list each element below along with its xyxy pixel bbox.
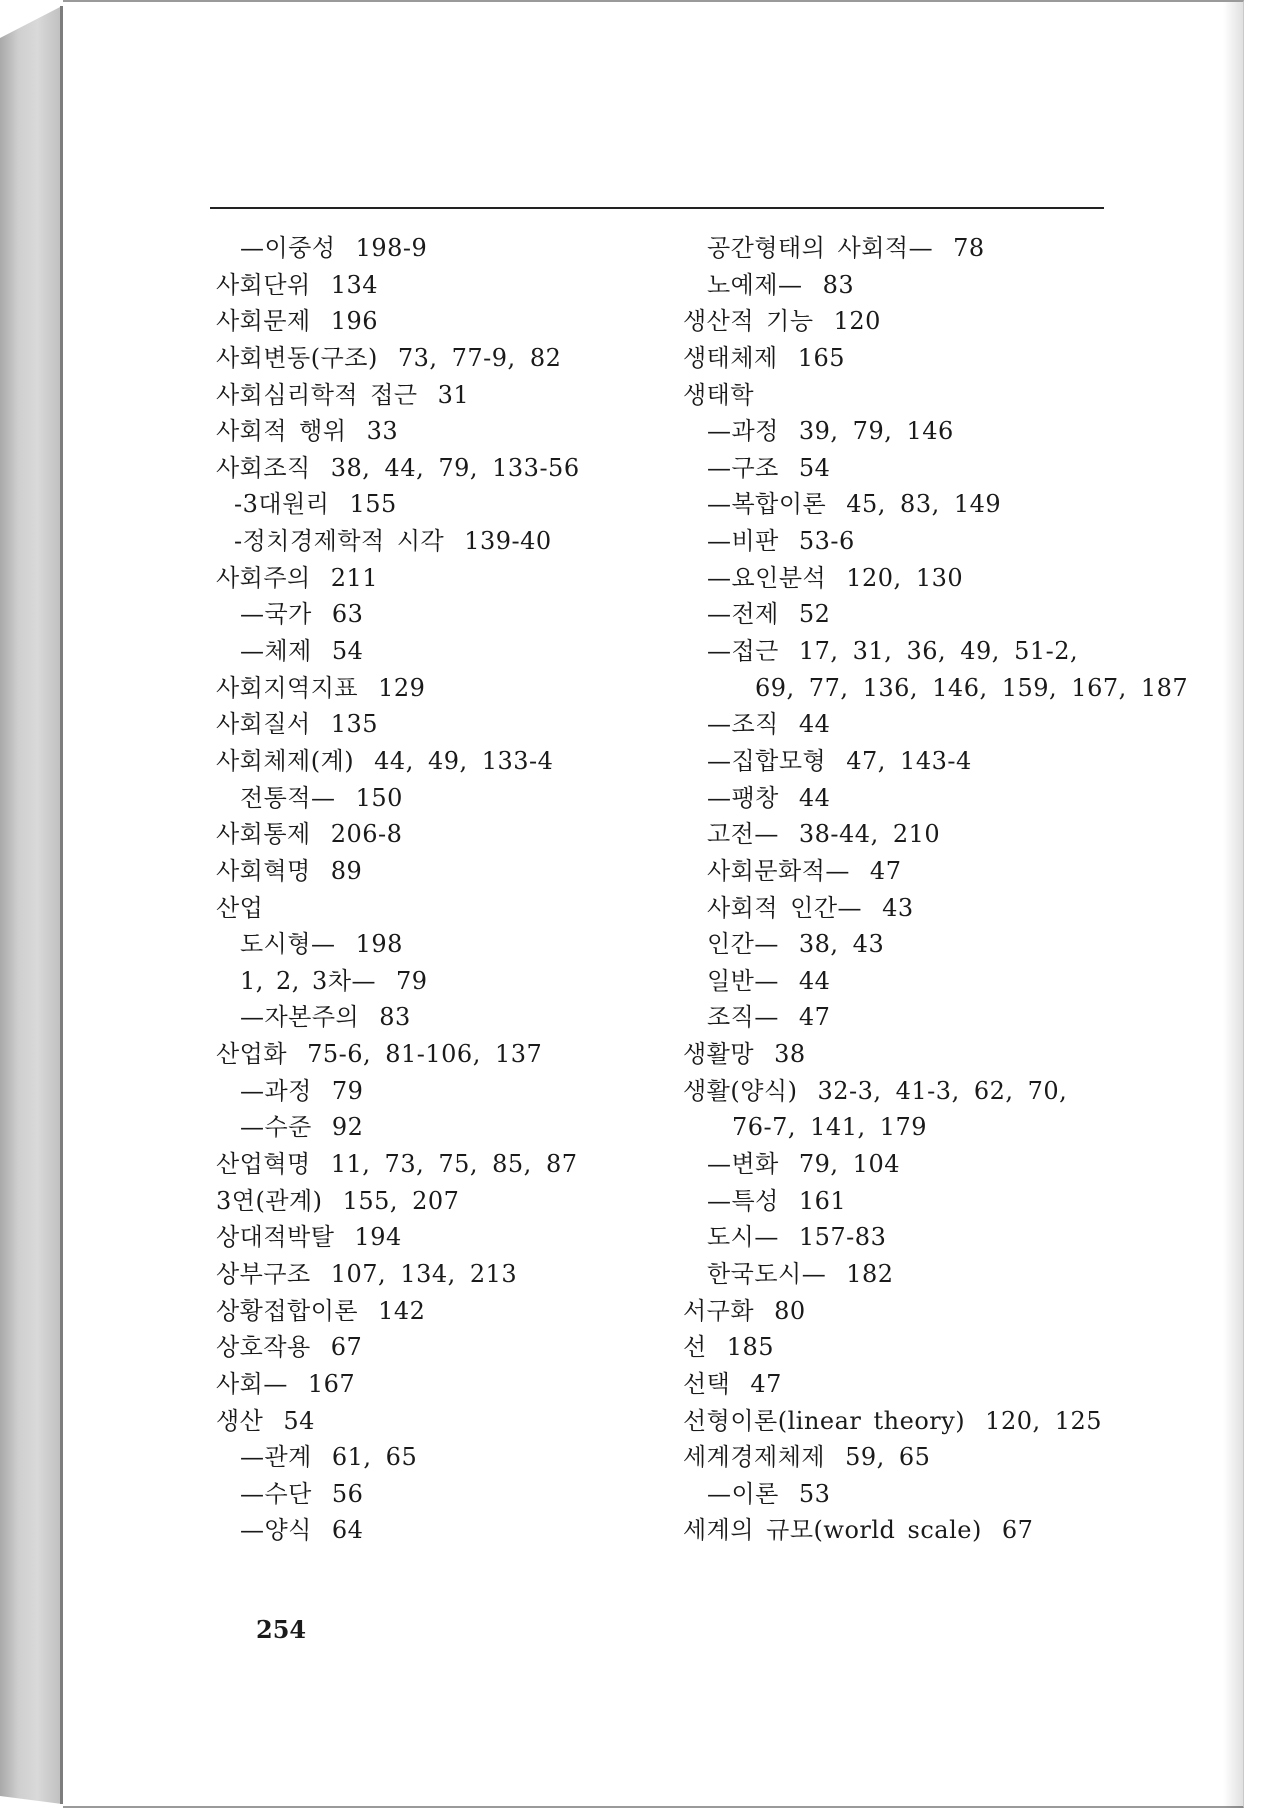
page-shadow bbox=[1223, 2, 1243, 1808]
index-term: 공간형태의 사회적— bbox=[707, 234, 934, 262]
index-entry bbox=[683, 1183, 1123, 1220]
index-term: —체제 bbox=[240, 637, 312, 666]
index-term: 사회문화적— bbox=[707, 856, 850, 885]
index-term: 생산 bbox=[216, 1406, 264, 1435]
index-term: —복합이론 bbox=[707, 490, 827, 519]
index-page-refs: 56 bbox=[331, 1479, 364, 1508]
index-term: 사회문제 bbox=[216, 307, 311, 336]
index-term: 선택 bbox=[683, 1369, 731, 1398]
index-entry bbox=[683, 706, 1123, 743]
index-entry bbox=[683, 780, 1123, 817]
index-entry bbox=[683, 1403, 1123, 1440]
index-entry bbox=[683, 1329, 1123, 1366]
index-term: 상황접합이론 bbox=[216, 1296, 359, 1325]
index-entry bbox=[216, 706, 656, 743]
index-entry bbox=[216, 340, 656, 377]
index-page-refs: 54 bbox=[283, 1406, 315, 1435]
index-entry bbox=[216, 1512, 656, 1549]
index-page-refs: 107, 134, 213 bbox=[330, 1259, 518, 1288]
index-page-refs: 39, 79, 146 bbox=[798, 417, 954, 446]
index-page-refs: 83 bbox=[379, 1003, 411, 1032]
index-page-refs: 17, 31, 36, 49, 51-2, bbox=[798, 637, 1079, 666]
index-term: 산업 bbox=[216, 893, 264, 922]
index-page-refs: 44 bbox=[798, 710, 831, 739]
index-entry bbox=[216, 743, 656, 780]
index-page-refs: 83 bbox=[822, 270, 855, 299]
index-term: 생활망 bbox=[683, 1040, 755, 1069]
index-term: —구조 bbox=[707, 453, 779, 482]
index-term: 사회조직 bbox=[216, 453, 311, 482]
header-rule bbox=[210, 207, 1104, 209]
index-page-refs: 11, 73, 75, 85, 87 bbox=[330, 1150, 578, 1179]
index-term: 조직— bbox=[707, 1003, 779, 1032]
index-term: 사회변동(구조) bbox=[216, 343, 378, 372]
index-page-refs: 80 bbox=[774, 1296, 806, 1325]
index-page-refs: 75-6, 81-106, 137 bbox=[307, 1040, 543, 1069]
index-term: 선 bbox=[683, 1333, 707, 1362]
index-term: —국가 bbox=[240, 600, 312, 629]
index-entry bbox=[216, 1293, 656, 1330]
index-entry bbox=[683, 890, 1123, 927]
index-page-refs: 194 bbox=[354, 1223, 402, 1252]
index-page-refs: 139-40 bbox=[464, 527, 552, 556]
index-page-refs: 67 bbox=[330, 1333, 363, 1362]
index-term: —수단 bbox=[240, 1479, 312, 1508]
index-entry bbox=[216, 926, 656, 963]
index-entry bbox=[683, 1256, 1123, 1293]
index-entry bbox=[683, 1073, 1123, 1110]
index-page-refs: 73, 77-9, 82 bbox=[397, 343, 562, 372]
index-entry bbox=[216, 523, 656, 560]
index-entry bbox=[216, 890, 656, 927]
index-term: 사회적 행위 bbox=[216, 417, 347, 446]
index-page-refs: 52 bbox=[798, 600, 831, 629]
index-page-refs: 59, 65 bbox=[845, 1443, 931, 1472]
book-page-edge bbox=[0, 6, 62, 1804]
index-page-refs: 44, 49, 133-4 bbox=[374, 746, 554, 775]
index-term: 사회— bbox=[216, 1369, 288, 1398]
index-term: —특성 bbox=[707, 1186, 779, 1215]
index-term: -3대원리 bbox=[234, 490, 330, 519]
index-page-refs: 185 bbox=[726, 1333, 774, 1362]
index-entry bbox=[216, 1439, 656, 1476]
index-page-refs: 211 bbox=[330, 563, 379, 592]
index-page-refs: 120, 125 bbox=[985, 1406, 1103, 1435]
index-entry bbox=[683, 926, 1123, 963]
index-entry bbox=[216, 413, 656, 450]
index-entry bbox=[683, 1219, 1123, 1256]
index-term: 세계경제체제 bbox=[683, 1443, 826, 1472]
index-term: 선형이론(linear theory) bbox=[683, 1406, 966, 1435]
index-entry bbox=[216, 780, 656, 817]
index-term: —자본주의 bbox=[240, 1003, 360, 1032]
index-entry bbox=[216, 486, 656, 523]
index-entry bbox=[683, 816, 1123, 853]
index-term: 인간— bbox=[707, 930, 779, 959]
index-term: 1, 2, 3차— bbox=[240, 966, 377, 995]
index-page-refs: 150 bbox=[355, 783, 403, 812]
index-term: —변화 bbox=[707, 1150, 779, 1179]
index-term: 생태학 bbox=[683, 380, 755, 409]
index-entry bbox=[216, 633, 656, 670]
index-term: 산업혁명 bbox=[216, 1150, 311, 1179]
index-term: 사회심리학적 접근 bbox=[216, 380, 418, 409]
index-page-refs: 61, 65 bbox=[331, 1443, 418, 1472]
index-entry bbox=[216, 1219, 656, 1256]
index-page-refs: 54 bbox=[331, 637, 364, 666]
index-entry bbox=[216, 1476, 656, 1513]
index-term: —접근 bbox=[707, 637, 779, 666]
index-term: 사회통제 bbox=[216, 820, 311, 849]
index-entry bbox=[683, 486, 1123, 523]
index-entry bbox=[683, 743, 1123, 780]
index-term: 서구화 bbox=[683, 1296, 755, 1325]
index-entry bbox=[683, 1512, 1123, 1549]
index-page-refs: 43 bbox=[882, 893, 914, 922]
index-page-refs: 196 bbox=[330, 307, 379, 336]
index-page-refs: 32-3, 41-3, 62, 70, bbox=[817, 1076, 1068, 1105]
index-term: —관계 bbox=[240, 1443, 312, 1472]
index-page-refs: 92 bbox=[331, 1113, 364, 1142]
index-page-refs: 79, 104 bbox=[798, 1150, 900, 1179]
index-page-refs: 69, 77, 136, 146, 159, 167, 187 bbox=[755, 673, 1189, 702]
index-term: 고전— bbox=[707, 820, 779, 849]
index-page-refs: 79 bbox=[331, 1076, 364, 1105]
index-column-right bbox=[683, 230, 1189, 1549]
index-term: —팽창 bbox=[707, 783, 779, 812]
index-entry bbox=[683, 450, 1123, 487]
index-page-refs: 135 bbox=[330, 710, 379, 739]
index-entry bbox=[683, 377, 1123, 414]
index-entry bbox=[216, 267, 656, 304]
index-term: 생태체제 bbox=[683, 343, 778, 372]
index-page-refs: 38 bbox=[774, 1040, 806, 1069]
index-entry bbox=[683, 1366, 1123, 1403]
index-page-refs: 155, 207 bbox=[342, 1186, 460, 1215]
index-entry bbox=[216, 1366, 656, 1403]
index-page-refs: 134 bbox=[330, 270, 379, 299]
index-term: 생산적 기능 bbox=[683, 307, 814, 336]
index-entry bbox=[683, 230, 1123, 267]
index-entry bbox=[683, 1476, 1123, 1513]
index-term: 사회적 인간— bbox=[707, 893, 863, 922]
index-entry bbox=[216, 450, 656, 487]
index-page-refs: 47, 143-4 bbox=[846, 746, 972, 775]
index-term: —양식 bbox=[240, 1516, 312, 1545]
index-page-refs: 161 bbox=[798, 1186, 847, 1215]
index-term: 상호작용 bbox=[216, 1333, 311, 1362]
index-term: 사회주의 bbox=[216, 563, 311, 592]
index-page-refs: 38, 44, 79, 133-56 bbox=[330, 453, 580, 482]
index-entry bbox=[216, 377, 656, 414]
index-entry bbox=[683, 963, 1123, 1000]
index-term: 한국도시— bbox=[707, 1259, 827, 1288]
index-entry bbox=[216, 853, 656, 890]
index-term: 산업화 bbox=[216, 1040, 288, 1069]
index-page-refs: 155 bbox=[349, 490, 397, 519]
index-page-refs: 182 bbox=[846, 1259, 894, 1288]
index-entry bbox=[683, 1109, 1123, 1146]
index-entry bbox=[683, 1146, 1123, 1183]
index-term: 사회단위 bbox=[216, 270, 311, 299]
index-page-refs: 38-44, 210 bbox=[798, 820, 941, 849]
index-page-refs: 64 bbox=[331, 1516, 364, 1545]
index-term: 도시— bbox=[707, 1223, 779, 1252]
index-term: —과정 bbox=[240, 1076, 312, 1105]
index-entry bbox=[683, 1439, 1123, 1476]
index-entry bbox=[683, 340, 1123, 377]
index-page-refs: 44 bbox=[798, 966, 831, 995]
index-term: 3연(관계) bbox=[216, 1186, 323, 1215]
index-entry bbox=[216, 596, 656, 633]
index-entry bbox=[683, 303, 1123, 340]
index-page-refs: 53 bbox=[798, 1479, 831, 1508]
index-page-refs: 167 bbox=[307, 1369, 356, 1398]
index-page-refs: 47 bbox=[798, 1003, 831, 1032]
index-page-refs: 45, 83, 149 bbox=[846, 490, 1002, 519]
index-entry bbox=[683, 267, 1123, 304]
index-entry bbox=[683, 633, 1123, 670]
index-page-refs: 67 bbox=[1001, 1516, 1034, 1545]
index-page-refs: 79 bbox=[396, 966, 428, 995]
index-term: —과정 bbox=[707, 417, 779, 446]
index-page-refs: 198 bbox=[355, 930, 403, 959]
index-page-refs: 33 bbox=[366, 417, 399, 446]
index-page-refs: 63 bbox=[331, 600, 364, 629]
index-page-refs: 165 bbox=[797, 343, 846, 372]
index-term: 생활(양식) bbox=[683, 1076, 798, 1105]
index-page-refs: 54 bbox=[798, 453, 831, 482]
index-entry bbox=[683, 670, 1189, 707]
index-term: —이중성 bbox=[240, 234, 336, 262]
index-entry bbox=[216, 1073, 656, 1110]
index-page-refs: 142 bbox=[378, 1296, 426, 1325]
index-term: -정치경제학적 시각 bbox=[234, 527, 445, 556]
index-page-refs: 53-6 bbox=[798, 527, 855, 556]
index-entry bbox=[216, 230, 656, 267]
index-entry bbox=[216, 999, 656, 1036]
index-term: 사회체제(계) bbox=[216, 746, 355, 775]
index-page-refs: 89 bbox=[330, 856, 363, 885]
index-page-refs: 120, 130 bbox=[846, 563, 964, 592]
index-page-refs: 120 bbox=[833, 307, 881, 336]
index-page-refs: 44 bbox=[798, 783, 831, 812]
index-page-refs: 198-9 bbox=[355, 234, 428, 262]
index-page-refs: 47 bbox=[869, 856, 902, 885]
index-term: —조직 bbox=[707, 710, 779, 739]
index-entry bbox=[683, 1293, 1123, 1330]
index-page-refs: 31 bbox=[437, 380, 470, 409]
index-term: 세계의 규모(world scale) bbox=[683, 1516, 982, 1545]
index-column-left bbox=[216, 230, 656, 1549]
index-entry bbox=[683, 596, 1123, 633]
index-entry bbox=[683, 1036, 1123, 1073]
index-page-refs: 76-7, 141, 179 bbox=[732, 1113, 928, 1142]
index-entry bbox=[683, 999, 1123, 1036]
index-entry bbox=[216, 1183, 656, 1220]
index-term: 상대적박탈 bbox=[216, 1223, 335, 1252]
index-entry bbox=[216, 1403, 656, 1440]
index-page-refs: 157-83 bbox=[798, 1223, 887, 1252]
index-entry bbox=[216, 816, 656, 853]
index-term: —비판 bbox=[707, 527, 779, 556]
index-term: 사회질서 bbox=[216, 710, 311, 739]
index-entry bbox=[216, 1256, 656, 1293]
index-term: 노예제— bbox=[707, 270, 803, 299]
index-page-refs: 129 bbox=[378, 673, 426, 702]
index-entry bbox=[216, 1329, 656, 1366]
index-term: —집합모형 bbox=[707, 746, 827, 775]
index-term: —전제 bbox=[707, 600, 779, 629]
index-entry bbox=[216, 303, 656, 340]
index-term: 일반— bbox=[707, 966, 779, 995]
index-term: —요인분석 bbox=[707, 563, 827, 592]
index-entry bbox=[683, 413, 1123, 450]
index-entry bbox=[683, 523, 1123, 560]
index-term: —이론 bbox=[707, 1479, 779, 1508]
index-term: 전통적— bbox=[240, 783, 336, 812]
index-page-refs: 206-8 bbox=[330, 820, 403, 849]
index-term: 사회지역지표 bbox=[216, 673, 359, 702]
index-entry bbox=[216, 1146, 656, 1183]
index-term: 사회혁명 bbox=[216, 856, 311, 885]
index-entry bbox=[216, 560, 656, 597]
index-term: —수준 bbox=[240, 1113, 312, 1142]
index-entry bbox=[216, 963, 656, 1000]
index-term: 상부구조 bbox=[216, 1259, 311, 1288]
index-entry bbox=[216, 670, 656, 707]
index-entry bbox=[683, 560, 1123, 597]
index-entry bbox=[216, 1036, 656, 1073]
index-entry bbox=[216, 1109, 656, 1146]
page-number: 254 bbox=[256, 1615, 307, 1644]
index-page-refs: 47 bbox=[750, 1369, 782, 1398]
index-page-refs: 78 bbox=[953, 234, 985, 262]
index-page-refs: 38, 43 bbox=[798, 930, 885, 959]
index-term: 도시형— bbox=[240, 930, 336, 959]
index-entry bbox=[683, 853, 1123, 890]
